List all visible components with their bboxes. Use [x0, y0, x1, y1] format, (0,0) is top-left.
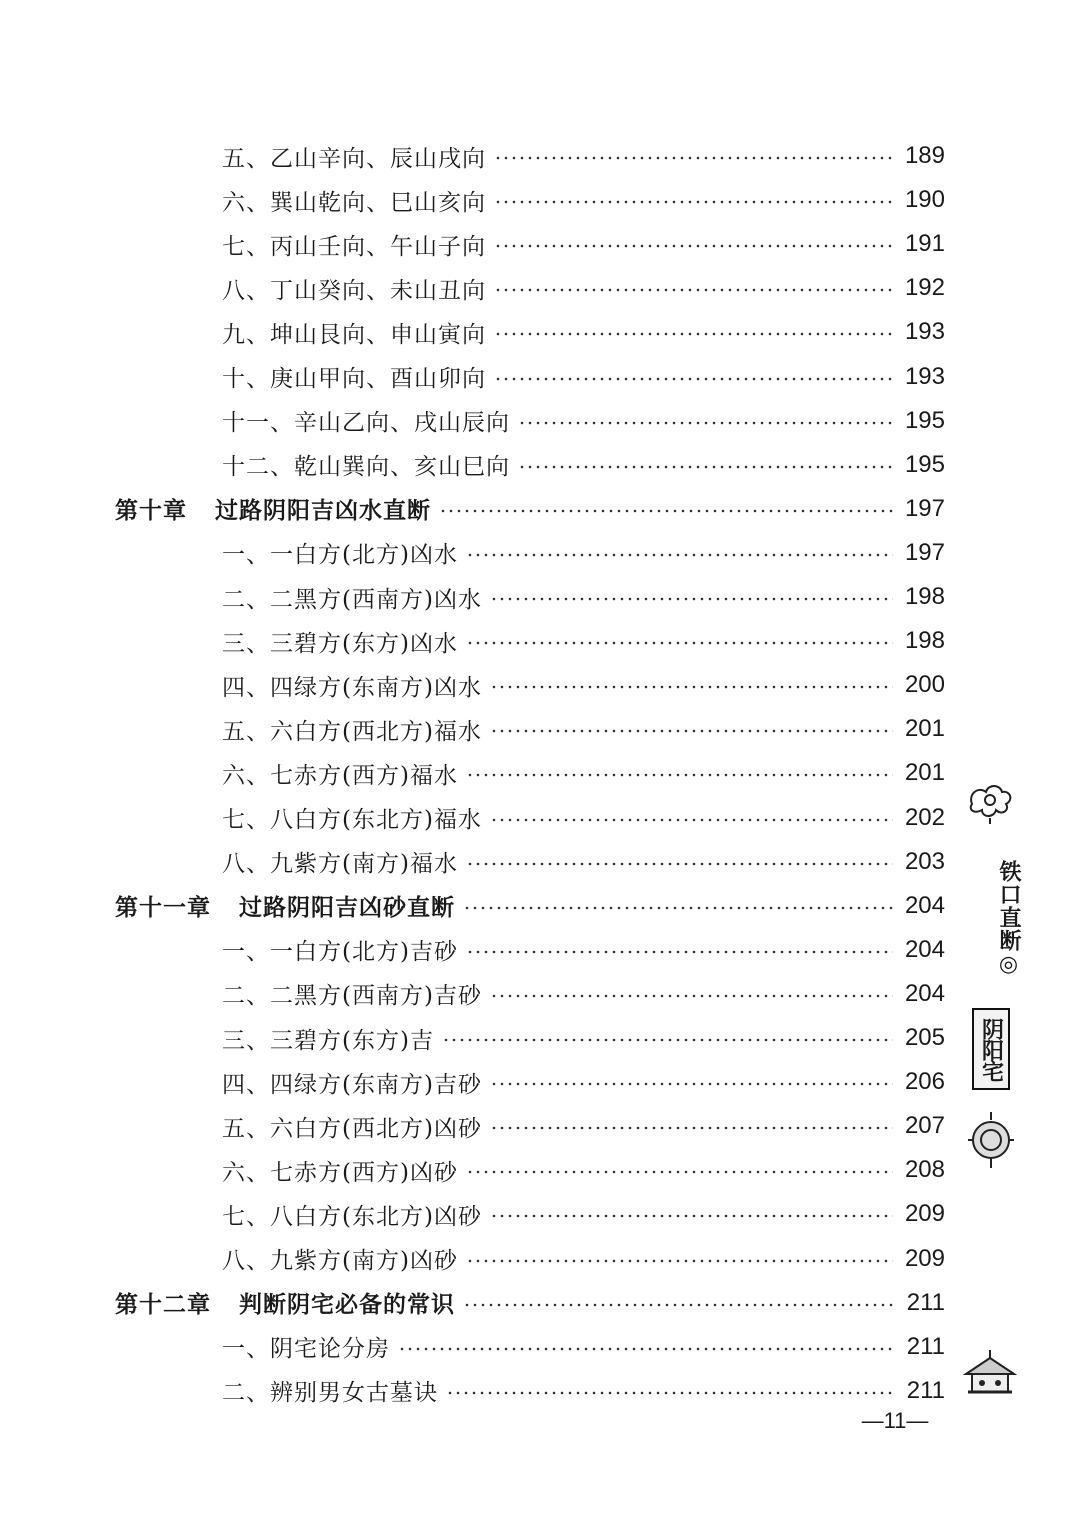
entry-title: 四、四绿方(东南方)凶水 [222, 674, 482, 701]
entry-page-number: 209 [904, 1244, 945, 1272]
entry-title: 二、二黑方(西南方)凶水 [222, 586, 482, 613]
entry-page-number: 192 [904, 274, 945, 302]
toc-entry-row [0, 1018, 945, 1058]
entry-title: 八、丁山癸向、未山丑向 [222, 277, 486, 304]
entry-page-number: 205 [904, 1024, 945, 1051]
entry-title: 五、六白方(西北方)福水 [222, 718, 482, 745]
dot-leader [398, 1347, 893, 1351]
pagoda-ornament-icon [962, 1348, 1018, 1400]
entry-page-number: 204 [904, 979, 945, 1007]
entry-page-number: 211 [906, 1332, 945, 1360]
entry-title: 六、七赤方(西方)凶砂 [222, 1159, 458, 1186]
chapter-title: 过路阴阳吉凶水直断 [215, 498, 431, 525]
entry-title: 一、一白方(北方)凶水 [222, 542, 458, 569]
toc-entry-row [0, 268, 945, 308]
toc-entry-row [0, 930, 945, 970]
toc-entry-row [0, 180, 945, 220]
entry-title: 六、七赤方(西方)福水 [222, 762, 458, 789]
toc-entry-row [0, 577, 945, 617]
dot-leader [490, 1082, 893, 1086]
dot-leader [494, 200, 893, 204]
chapter-title: 判断阴宅必备的常识 [239, 1292, 455, 1319]
entry-title: 十一、辛山乙向、戌山辰向 [222, 410, 510, 437]
medallion-ornament-icon [966, 1110, 1016, 1170]
dot-leader [439, 509, 893, 513]
dot-leader [446, 1391, 893, 1395]
entry-page-number: 197 [904, 538, 945, 566]
entry-title: 十、庚山甲向、酉山卯向 [222, 366, 486, 392]
toc-entry-row [0, 709, 945, 749]
dot-leader [494, 156, 893, 160]
dot-leader [518, 465, 893, 469]
cloud-ornament-icon [966, 780, 1014, 824]
toc-entry-row [0, 1239, 945, 1279]
entry-page-number: 204 [904, 935, 945, 963]
entry-page-number: 193 [904, 318, 945, 346]
toc-entry-row [0, 974, 945, 1014]
entry-page-number: 201 [904, 759, 945, 787]
dot-leader [466, 862, 893, 866]
entry-page-number: 197 [904, 494, 945, 522]
toc-chapter-row [0, 886, 945, 926]
entry-page-number: 200 [904, 671, 945, 699]
dot-leader [490, 1126, 893, 1130]
toc-entry-row [0, 312, 945, 352]
dot-leader [494, 377, 893, 381]
entry-title: 五、六白方(西北方)凶砂 [222, 1115, 482, 1142]
chapter-number: 第十章 [115, 498, 187, 525]
dot-leader [490, 685, 893, 689]
entry-page-number: 189 [904, 142, 945, 169]
dot-leader [466, 773, 893, 777]
dot-leader [490, 994, 893, 998]
entry-page-number: 191 [904, 230, 945, 258]
entry-title: 三、三碧方(东方)凶水 [222, 630, 458, 657]
dot-leader [466, 1259, 893, 1263]
entry-title: 一、阴宅论分房 [222, 1336, 390, 1363]
entry-page-number: 208 [904, 1156, 945, 1184]
chapter-number: 第十一章 [115, 895, 211, 922]
side-separator: ◎ [996, 952, 1021, 978]
entry-title: 二、二黑方(西南方)吉砂 [222, 983, 482, 1010]
entry-title: 一、一白方(北方)吉砂 [222, 939, 458, 966]
dot-leader [490, 729, 893, 733]
entry-page-number: 211 [906, 1376, 945, 1404]
dot-leader [490, 1214, 893, 1218]
toc-entry-row [0, 1106, 945, 1146]
toc-entry-row [0, 445, 945, 485]
side-title [960, 860, 1020, 978]
entry-page-number: 209 [904, 1200, 945, 1228]
toc-entry-row [0, 224, 945, 264]
dot-leader [490, 597, 893, 601]
toc-entry-row [0, 1371, 945, 1411]
dot-leader [463, 906, 893, 910]
page-number: —11— [861, 1408, 929, 1433]
entry-page-number: 198 [904, 583, 945, 610]
dot-leader [490, 818, 893, 822]
toc-entry-row [0, 1150, 945, 1190]
toc-entry-row [0, 798, 945, 838]
entry-title: 十二、乾山巽向、亥山巳向 [222, 454, 510, 481]
toc-entry-row [0, 1194, 945, 1234]
entry-title: 八、九紫方(南方)凶砂 [222, 1248, 458, 1274]
entry-page-number: 198 [904, 627, 945, 655]
entry-title: 七、丙山壬向、午山子向 [222, 233, 486, 260]
entry-page-number: 190 [904, 186, 945, 214]
dot-leader [466, 553, 893, 557]
dot-leader [494, 244, 893, 248]
toc-entry-row [0, 136, 945, 176]
entry-page-number: 204 [904, 891, 945, 919]
entry-title: 四、四绿方(东南方)吉砂 [222, 1071, 482, 1098]
chapter-title: 过路阴阳吉凶砂直断 [239, 895, 455, 922]
entry-page-number: 203 [904, 847, 945, 875]
toc-entry-row [0, 665, 945, 705]
entry-page-number: 211 [906, 1288, 945, 1316]
toc-entry-row [0, 621, 945, 661]
toc-chapter-row [0, 489, 945, 529]
entry-title: 九、坤山艮向、申山寅向 [222, 321, 486, 348]
entry-title: 八、九紫方(南方)福水 [222, 851, 458, 878]
toc-chapter-row [0, 1283, 945, 1323]
entry-page-number: 195 [904, 406, 945, 434]
entry-title: 二、辨别男女古墓诀 [222, 1380, 438, 1407]
dot-leader [463, 1303, 893, 1307]
entry-title: 七、八白方(东北方)福水 [222, 807, 482, 833]
side-title-text: 铁口直断 [996, 860, 1021, 952]
dot-leader [518, 421, 893, 425]
side-boxed-label: 阴阳宅 [972, 1008, 1010, 1090]
dot-leader [466, 641, 893, 645]
entry-page-number: 206 [904, 1068, 945, 1096]
entry-title: 三、三碧方(东方)吉 [222, 1027, 434, 1054]
entry-title: 七、八白方(东北方)凶砂 [222, 1203, 482, 1230]
toc-entry-row [0, 1062, 945, 1102]
dot-leader [494, 332, 893, 336]
toc-entry-row [0, 1327, 945, 1367]
chapter-number: 第十二章 [115, 1292, 211, 1319]
entry-page-number: 193 [904, 362, 945, 390]
entry-page-number: 202 [904, 803, 945, 831]
dot-leader [442, 1038, 893, 1042]
entry-page-number: 207 [904, 1112, 945, 1140]
dot-leader [494, 288, 893, 292]
entry-page-number: 195 [904, 450, 945, 478]
toc-entry-row [0, 533, 945, 573]
dot-leader [466, 950, 893, 954]
entry-title: 六、巽山乾向、巳山亥向 [222, 189, 486, 216]
side-ornament-bar [960, 780, 1020, 1420]
toc-entry-row [0, 842, 945, 882]
toc-entry-row [0, 753, 945, 793]
entry-title: 五、乙山辛向、辰山戌向 [222, 145, 486, 172]
dot-leader [466, 1170, 893, 1174]
toc-entry-row [0, 401, 945, 441]
entry-page-number: 201 [904, 715, 945, 743]
toc-entry-row [0, 357, 945, 397]
